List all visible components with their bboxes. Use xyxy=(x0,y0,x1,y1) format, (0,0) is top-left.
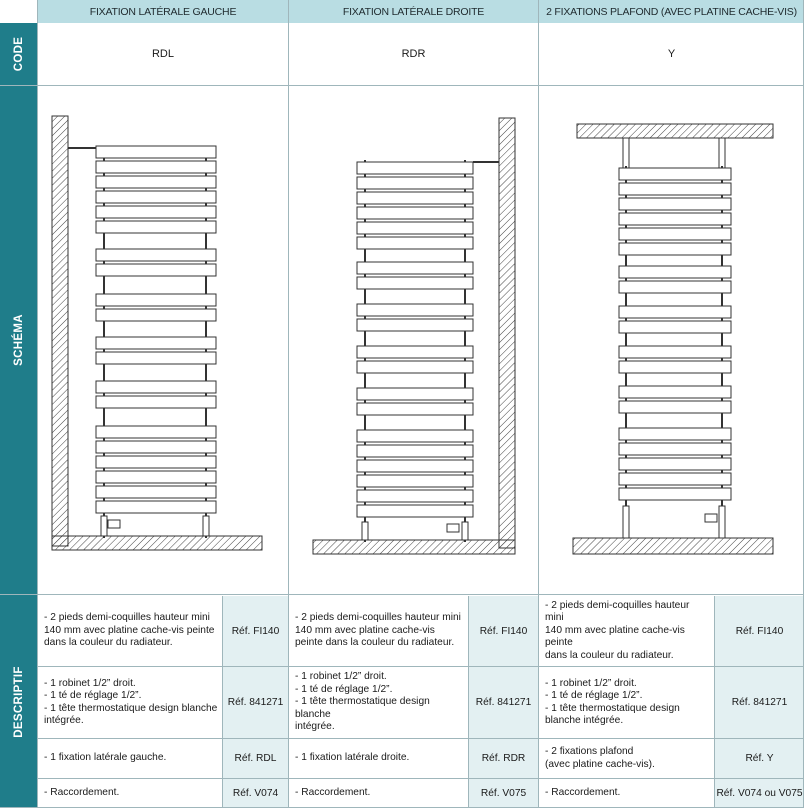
schema-right-drawing xyxy=(289,86,538,594)
grid-line xyxy=(37,0,38,808)
ref-left-0: Réf. FI140 xyxy=(222,596,288,666)
code-left: RDL xyxy=(151,48,174,60)
ref-right-0: Réf. FI140 xyxy=(468,596,538,666)
side-label-code-text: CODE xyxy=(12,36,25,72)
desc-ceiling-1: - 1 robinet 1/2” droit. - 1 té de réglage 1/2”. - 1 tête thermostatique design blanche intégrée. xyxy=(545,677,680,726)
ref-right-2: Réf. RDR xyxy=(468,739,538,778)
grid-line xyxy=(0,594,804,595)
desc-right-1: - 1 robinet 1/2” droit. - 1 té de réglage 1/2”. - 1 tête thermostatique design blanche intégrée. xyxy=(295,671,430,733)
desc-left-3: - Raccordement. xyxy=(44,787,120,799)
side-label-schema-text: SCHÉMA xyxy=(12,314,25,366)
schema-right xyxy=(289,86,538,594)
schema-ceiling xyxy=(539,86,804,594)
grid-line xyxy=(538,0,539,808)
desc-left-0: - 2 pieds demi-coquilles hauteur mini 140 mm avec platine cache-vis peinte dans la couleur du radiateur. xyxy=(44,612,215,649)
side-label-code xyxy=(0,23,37,85)
code-right: RDR xyxy=(401,48,426,60)
side-label-descriptif-text: DESCRIPTIF xyxy=(12,665,25,738)
grid-line xyxy=(37,666,804,667)
schema-left-drawing xyxy=(38,86,288,594)
ref-ceiling-3: Réf. V074 ou V075 xyxy=(714,779,804,808)
schema-left xyxy=(38,86,288,594)
desc-ceiling-0: - 2 pieds demi-coquilles hauteur mini 140 mm avec platine cache-vis peinte dans la couleur du radiateur. xyxy=(545,599,690,661)
grid-line xyxy=(37,778,804,779)
ref-ceiling-1: Réf. 841271 xyxy=(714,667,804,738)
desc-right-3: - Raccordement. xyxy=(295,787,371,799)
ref-left-2: Réf. RDL xyxy=(222,739,288,778)
grid-line xyxy=(0,85,804,86)
code-ceiling: Y xyxy=(667,48,676,60)
ref-right-1: Réf. 841271 xyxy=(468,667,538,738)
desc-right-0: - 2 pieds demi-coquilles hauteur mini 140 mm avec platine cache-vis peinte dans la couleur du radiateur. xyxy=(295,612,461,649)
side-label-schema xyxy=(0,86,37,594)
desc-ceiling-3: - Raccordement. xyxy=(545,787,621,799)
schema-ceiling-drawing xyxy=(539,86,804,594)
ref-left-3: Réf. V074 xyxy=(222,779,288,808)
column-header-ceiling: 2 FIXATIONS PLAFOND (AVEC PLATINE CACHE-VIS) xyxy=(539,0,804,23)
ref-right-3: Réf. V075 xyxy=(468,779,538,808)
desc-left-2: - 1 fixation latérale gauche. xyxy=(44,752,167,764)
column-header-left: FIXATION LATÉRALE GAUCHE xyxy=(38,0,288,23)
ref-left-1: Réf. 841271 xyxy=(222,667,288,738)
desc-right-2: - 1 fixation latérale droite. xyxy=(295,752,410,764)
grid-line xyxy=(288,0,289,808)
ref-ceiling-2: Réf. Y xyxy=(714,739,804,778)
grid-line xyxy=(37,738,804,739)
desc-left-1: - 1 robinet 1/2” droit. - 1 té de réglage 1/2”. - 1 tête thermostatique design blanche intégrée. xyxy=(44,677,218,726)
ref-ceiling-0: Réf. FI140 xyxy=(714,596,804,666)
desc-ceiling-2: - 2 fixations plafond (avec platine cache-vis). xyxy=(545,746,655,770)
side-label-descriptif xyxy=(0,595,37,808)
column-header-right: FIXATION LATÉRALE DROITE xyxy=(289,0,538,23)
